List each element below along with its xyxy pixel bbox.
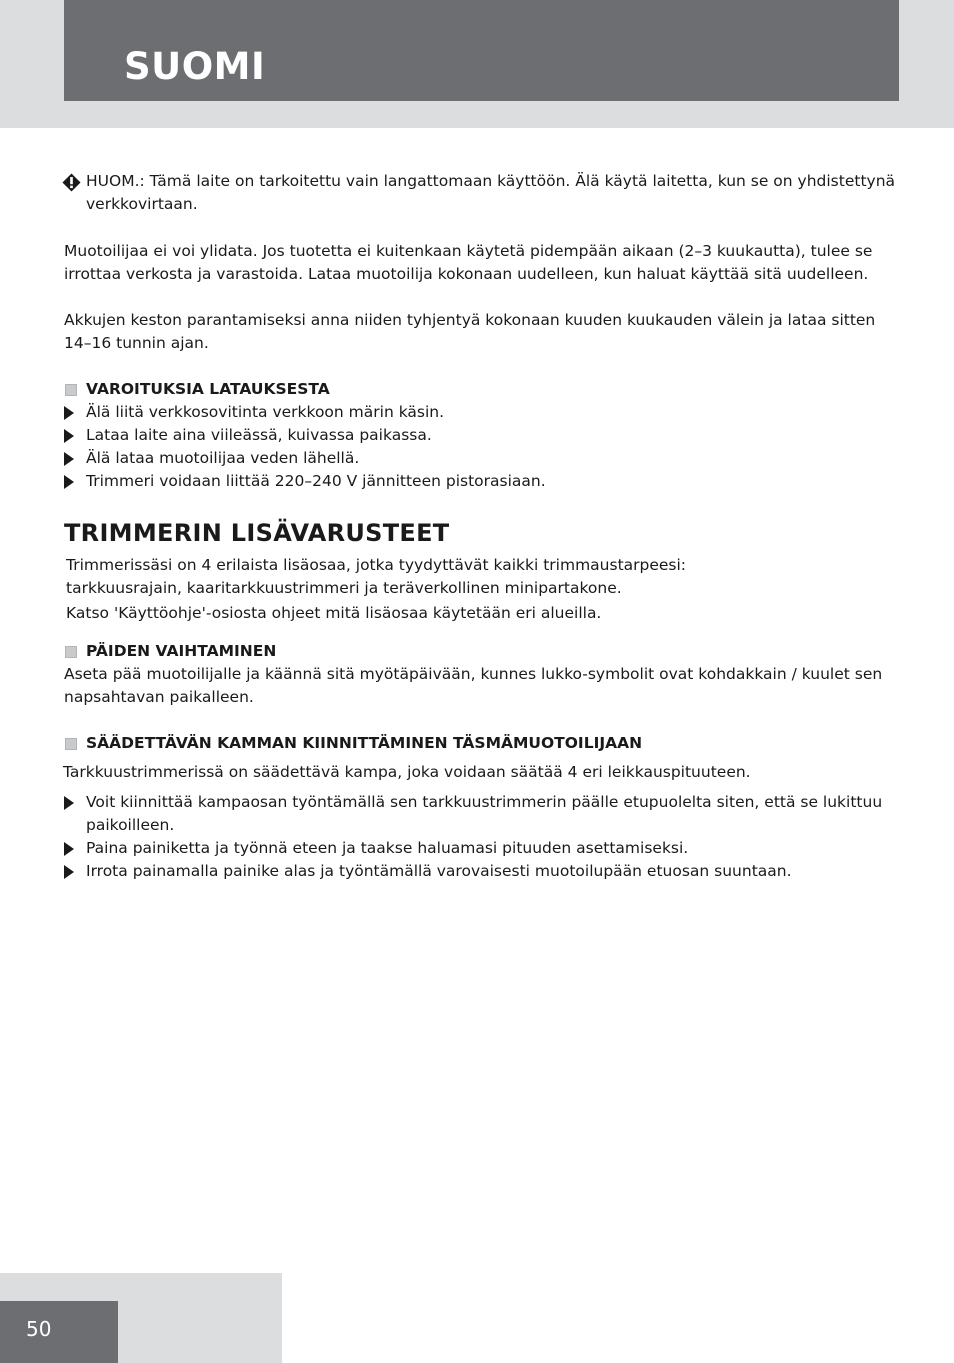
triangle-bullet-icon — [64, 842, 74, 856]
paragraph-changing-heads: Aseta pää muotoilijalle ja käännä sitä myötäpäivään, kunnes lukko-symbolit ovat kohdakkain / kuulet sen napsahtavan paikalleen. — [64, 665, 883, 706]
list-item: Älä liitä verkkosovitinta verkkoon märin käsin. — [64, 401, 896, 424]
list-item: Trimmeri voidaan liittää 220–240 V jännitteen pistorasiaan. — [64, 470, 896, 493]
square-bullet-icon — [65, 384, 77, 396]
list-item: Lataa laite aina viileässä, kuivassa paikassa. — [64, 424, 896, 447]
note-block — [64, 170, 916, 216]
header-title-bar — [64, 0, 899, 101]
list-item: Älä lataa muotoilijaa veden lähellä. — [64, 447, 896, 470]
page-title: SUOMI — [124, 45, 266, 88]
list-item: Irrota painamalla painike alas ja työntämällä varovaisesti muotoilupään etuosan suuntaan. — [64, 860, 896, 883]
page-number: 50 — [26, 1317, 52, 1341]
square-bullet-icon — [65, 738, 77, 750]
comb-intro: Tarkkuustrimmerissä on säädettävä kampa, joka voidaan säätää 4 eri leikkauspituuteen. — [63, 763, 751, 781]
triangle-bullet-icon — [64, 406, 74, 420]
triangle-bullet-icon — [64, 452, 74, 466]
triangle-bullet-icon — [64, 475, 74, 489]
paragraph-battery-life: Akkujen keston parantamiseksi anna niiden tyhjentyä kokonaan kuuden kuukauden välein ja lataa sitten 14–16 tunnin ajan. — [64, 311, 876, 352]
page-number-box — [0, 1301, 118, 1363]
subheading-changing-heads: PÄIDEN VAIHTAMINEN — [64, 640, 916, 663]
square-bullet-icon — [65, 646, 77, 658]
subheading-comb: SÄÄDETTÄVÄN KAMMAN KIINNITTÄMINEN TÄSMÄMUOTOILIJAAN — [64, 732, 916, 755]
subheading-charging-warnings: VAROITUKSIA LATAUKSESTA — [64, 378, 916, 401]
list-item: Paina painiketta ja työnnä eteen ja taakse haluamasi pituuden asettamiseksi. — [64, 837, 896, 860]
list-item: Voit kiinnittää kampaosan työntämällä sen tarkkuustrimmerin päälle etupuolelta siten, että se lukittuu paikoilleen. — [64, 791, 896, 837]
accessories-description: Trimmerissäsi on 4 erilaista lisäosaa, jotka tyydyttävät kaikki trimmaustarpeesi: tarkkuusrajain, kaaritarkkuustrimmeri ja teräverkollinen minipartakone. Katso 'Käyttöohje'-osiosta ohjeet mitä lisäosaa käytetään eri alueilla. — [66, 556, 687, 622]
section-title-accessories: TRIMMERIN LISÄVARUSTEET — [64, 519, 450, 547]
note-text: HUOM.: Tämä laite on tarkoitettu vain langattomaan käyttöön. Älä käytä laitetta, kun se on yhdistettynä verkkovirtaan. — [86, 172, 896, 213]
warning-icon — [62, 173, 81, 192]
triangle-bullet-icon — [64, 429, 74, 443]
triangle-bullet-icon — [64, 796, 74, 810]
paragraph-overcharge: Muotoilijaa ei voi ylidata. Jos tuotetta ei kuitenkaan käytetä pidempään aikaan (2–3 kuukautta), tulee se irrottaa verkosta ja varastoida. Lataa muotoilija kokonaan uudelleen, kun haluat käyttää sitä uudelleen. — [64, 242, 873, 283]
triangle-bullet-icon — [64, 865, 74, 879]
